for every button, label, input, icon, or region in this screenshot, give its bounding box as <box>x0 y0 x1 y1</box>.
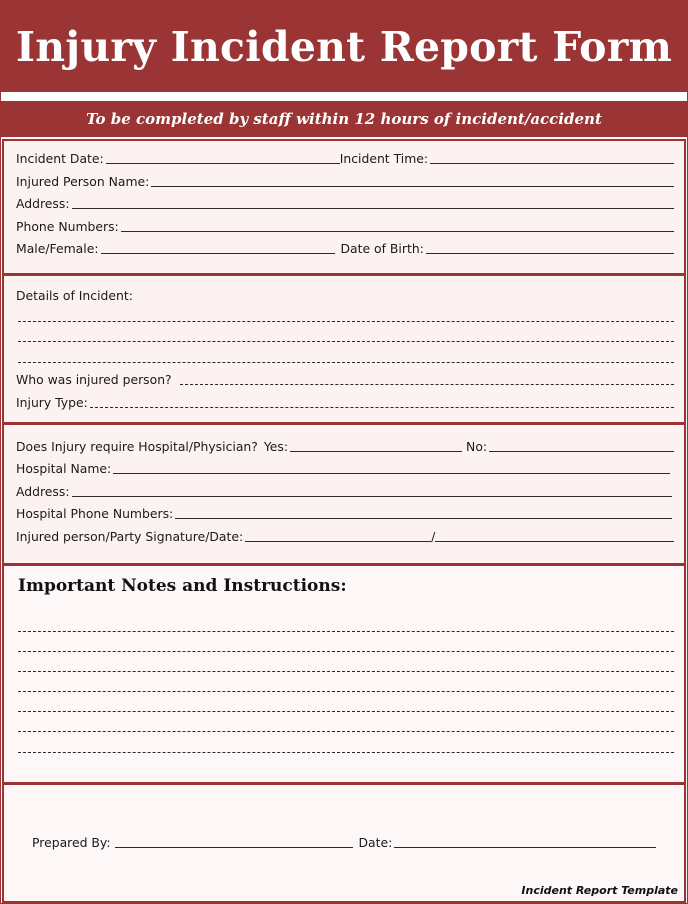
notes-section <box>2 564 686 784</box>
details-of-incident-label: Details of Incident: <box>16 288 133 303</box>
notes-line-7[interactable] <box>18 752 674 753</box>
signature-row <box>16 529 674 544</box>
phone-numbers-field[interactable] <box>121 230 674 232</box>
notes-line-6[interactable] <box>18 731 674 732</box>
notes-line-2[interactable] <box>18 651 674 652</box>
hospital-address-row <box>16 484 672 499</box>
injured-person-name-field[interactable] <box>151 185 674 187</box>
hospital-name-label: Hospital Name: <box>16 461 112 476</box>
no-field[interactable] <box>489 450 674 452</box>
prepared-by-label: Prepared By: <box>32 835 111 850</box>
details-row <box>16 288 674 303</box>
incident-details-section <box>2 274 686 424</box>
who-injured-field[interactable] <box>180 383 674 385</box>
signature-date-field[interactable] <box>435 540 674 542</box>
address-label: Address: <box>16 196 70 211</box>
incident-time-label: Incident Time: <box>339 151 429 166</box>
incident-time-field[interactable] <box>430 162 674 164</box>
signature-separator: / <box>431 529 436 544</box>
hospital-phone-field[interactable] <box>175 517 672 519</box>
yes-field[interactable] <box>290 450 462 452</box>
signature-field[interactable] <box>245 540 431 542</box>
gender-dob-row <box>16 241 674 256</box>
hospital-address-label: Address: <box>16 484 70 499</box>
prepared-by-row <box>32 835 656 850</box>
no-label: No: <box>466 439 488 454</box>
signature-date-label: Injured person/Party Signature/Date: <box>16 529 244 544</box>
injured-name-row <box>16 174 674 189</box>
address-row <box>16 196 674 211</box>
prepared-date-field[interactable] <box>394 846 656 848</box>
details-line-1[interactable] <box>18 321 674 322</box>
injury-type-label: Injury Type: <box>16 395 88 410</box>
incident-date-field[interactable] <box>106 162 340 164</box>
male-female-field[interactable] <box>101 252 335 254</box>
hospital-phone-label: Hospital Phone Numbers: <box>16 506 174 521</box>
notes-line-5[interactable] <box>18 711 674 712</box>
hospital-name-field[interactable] <box>113 472 670 474</box>
notes-title: Important Notes and Instructions: <box>18 576 347 596</box>
hospital-phone-row <box>16 506 672 521</box>
details-line-3[interactable] <box>18 362 674 363</box>
who-injured-label: Who was injured person? <box>16 372 172 387</box>
form-subtitle: To be completed by staff within 12 hours of incident/accident <box>86 110 602 128</box>
notes-line-4[interactable] <box>18 691 674 692</box>
form-title: Injury Incident Report Form <box>15 22 673 71</box>
prepared-date-label: Date: <box>358 835 393 850</box>
yes-label: Yes: <box>263 439 289 454</box>
incident-date-label: Incident Date: <box>16 151 104 166</box>
who-injured-row <box>16 372 674 387</box>
injured-person-name-label: Injured Person Name: <box>16 174 150 189</box>
personal-details-section <box>2 139 686 275</box>
hospital-address-field[interactable] <box>72 495 672 497</box>
prepared-by-section <box>2 783 686 903</box>
header-divider <box>1 92 687 101</box>
address-field[interactable] <box>72 207 674 209</box>
require-hospital-row <box>16 439 674 454</box>
phone-numbers-label: Phone Numbers: <box>16 219 119 234</box>
details-line-2[interactable] <box>18 341 674 342</box>
date-of-birth-field[interactable] <box>426 252 674 254</box>
require-hospital-label: Does Injury require Hospital/Physician? <box>16 439 258 454</box>
incident-date-row <box>16 151 674 166</box>
male-female-label: Male/Female: <box>16 241 99 256</box>
notes-line-1[interactable] <box>18 631 674 632</box>
phone-row <box>16 219 674 234</box>
injury-type-row <box>16 395 674 410</box>
subtitle-band <box>1 101 687 137</box>
hospital-name-row <box>16 461 670 476</box>
injury-type-field[interactable] <box>90 406 674 408</box>
hospital-section <box>2 423 686 565</box>
template-label: Incident Report Template <box>521 884 678 897</box>
prepared-by-field[interactable] <box>115 846 353 848</box>
date-of-birth-label: Date of Birth: <box>340 241 424 256</box>
notes-line-3[interactable] <box>18 671 674 672</box>
